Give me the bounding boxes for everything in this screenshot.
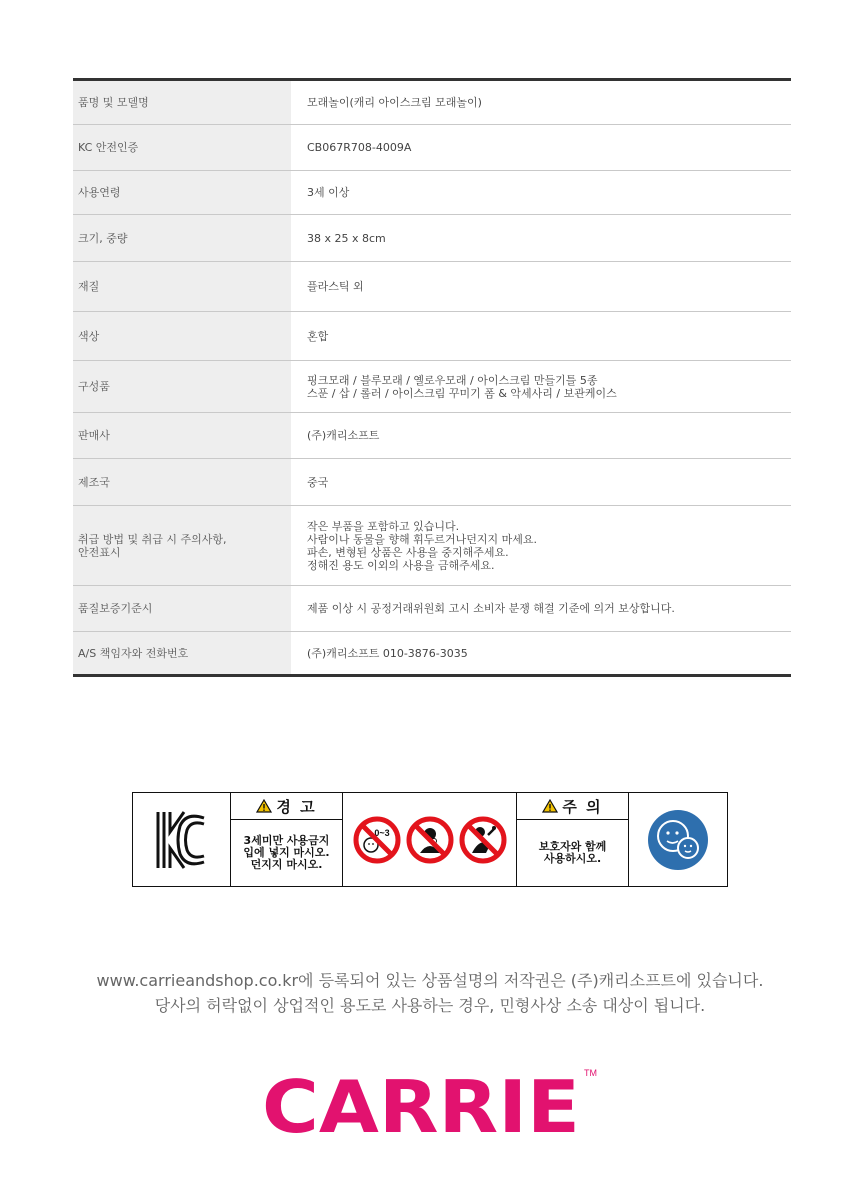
kc-mark <box>133 793 231 886</box>
table-row <box>73 361 791 413</box>
warning-column <box>231 793 343 886</box>
row-value: 중국 <box>291 459 791 506</box>
row-value: 혼합 <box>291 312 791 361</box>
copyright-line-2: 당사의 허락없이 상업적인 용도로 사용하는 경우, 민형사상 소송 대상이 됩니다. <box>154 996 706 1015</box>
table-row <box>73 171 791 215</box>
row-value: CB067R708-4009A <box>291 125 791 171</box>
no-mouth-icon <box>405 815 455 865</box>
caution-triangle-icon <box>542 799 558 813</box>
row-label: 구성품 <box>73 361 291 413</box>
no-under-3-icon <box>352 815 402 865</box>
row-label: 품명 및 모델명 <box>73 80 291 125</box>
row-label: 크기, 중량 <box>73 215 291 262</box>
parent-child-icon <box>646 808 710 872</box>
table-row <box>73 80 791 125</box>
row-label: 취급 방법 및 취급 시 주의사항, 안전표시 <box>73 506 291 586</box>
row-value: 제품 이상 시 공정거래위원회 고시 소비자 분쟁 해결 기준에 의거 보상합니다. <box>291 586 791 632</box>
table-row <box>73 262 791 312</box>
copyright-line-1: www.carrieandshop.co.kr에 등록되어 있는 상품설명의 저작권은 (주)캐리소프트에 있습니다. <box>96 971 764 990</box>
table-row <box>73 459 791 506</box>
row-value: 모래놀이(캐리 아이스크림 모래놀이) <box>291 80 791 125</box>
row-label: 사용연령 <box>73 171 291 215</box>
row-label: 색상 <box>73 312 291 361</box>
table-row <box>73 506 791 586</box>
parent-child-pictogram <box>629 793 727 886</box>
no-throw-icon <box>458 815 508 865</box>
row-value: (주)캐리소프트 010-3876-3035 <box>307 646 468 660</box>
row-value: (주)캐리소프트 <box>291 413 791 459</box>
row-label: 판매사 <box>73 413 291 459</box>
row-value: 3세 이상 <box>291 171 791 215</box>
brand-logo-text: CARRIE <box>262 1065 580 1140</box>
age-mark-text: 0~3 <box>373 827 390 838</box>
row-value: 플라스틱 외 <box>291 262 791 312</box>
row-value: 38 x 25 x 8cm <box>291 215 791 262</box>
kc-mark-icon <box>156 808 208 872</box>
table-row <box>73 413 791 459</box>
product-info-table <box>73 78 791 677</box>
table-row <box>73 586 791 632</box>
row-value: 작은 부품을 포함하고 있습니다. 사람이나 동물을 향해 휘두르거나던지지 마세요. 파손, 변형된 상품은 사용을 중지해주세요. 정해진 용도 이외의 사용을 금해주세요. <box>291 506 791 586</box>
row-label: A/S 책임자와 전화번호 <box>73 632 291 676</box>
carrie-logo <box>262 1060 602 1140</box>
safety-warning-label <box>132 792 728 887</box>
table-row <box>73 125 791 171</box>
table-row <box>73 312 791 361</box>
warning-header <box>231 793 342 820</box>
row-value: 핑크모래 / 블루모래 / 옐로우모래 / 아이스크림 만들기틀 5종 스푼 / 삽 / 롤러 / 아이스크림 꾸미기 폼 & 악세사리 / 보관케이스 <box>291 361 791 413</box>
warning-triangle-icon <box>256 799 272 813</box>
row-label: 제조국 <box>73 459 291 506</box>
warning-title: 경 고 <box>276 797 317 816</box>
caution-header <box>517 793 628 820</box>
row-label: KC 안전인증 <box>73 125 291 171</box>
row-label: 재질 <box>73 262 291 312</box>
table-row <box>73 632 791 676</box>
copyright-notice <box>0 968 860 1018</box>
caution-title: 주 의 <box>562 797 603 816</box>
caution-text: 보호자와 함께 사용하시오. <box>538 840 607 865</box>
caution-column <box>517 793 629 886</box>
pictogram-group <box>343 793 517 886</box>
table-row <box>73 215 791 262</box>
warning-text: 3세미만 사용금지 입에 넣지 마시오. 던지지 마시오. <box>243 834 330 871</box>
row-label: 품질보증기준시 <box>73 586 291 632</box>
trademark-mark: TM <box>584 1068 597 1078</box>
